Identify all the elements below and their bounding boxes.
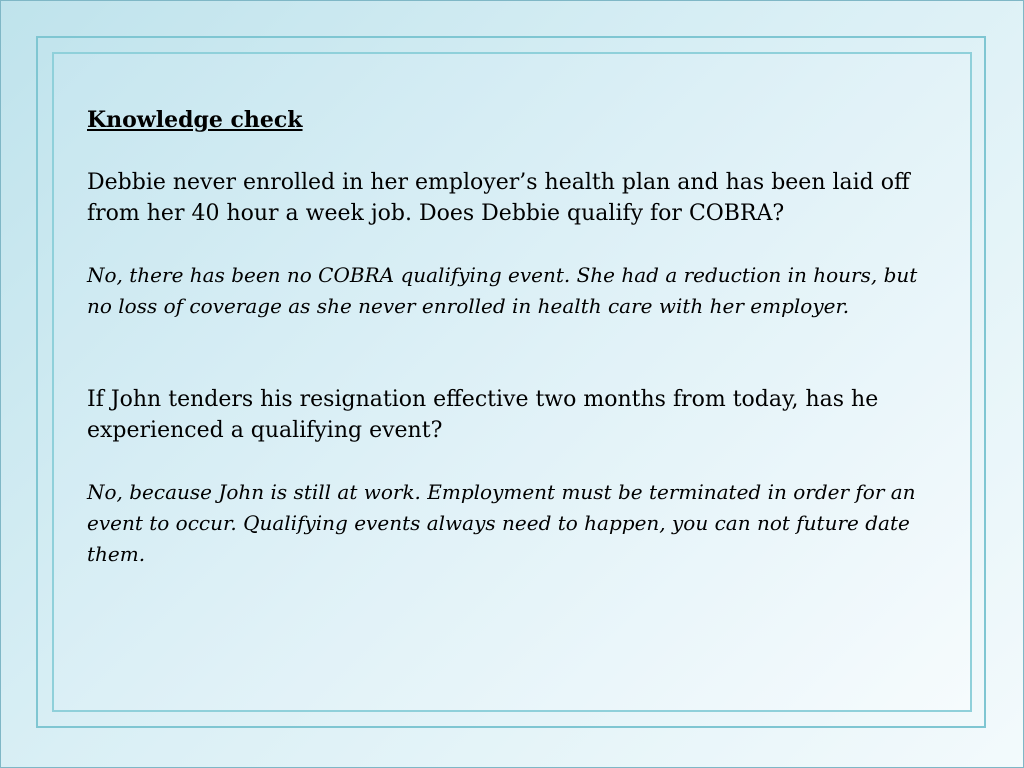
- answer-2: No, because John is still at work. Employment must be terminated in order for an event to occur. Qualifying events always need to happen, you can not future date them.: [87, 480, 916, 566]
- answer-1: No, there has been no COBRA qualifying event. She had a reduction in hours, but no loss of coverage as she never enrolled in health care with her employer.: [87, 263, 918, 318]
- question-1: Debbie never enrolled in her employer’s health plan and has been laid off from her 40 hour a week job. Does Debbie qualify for COBRA?: [87, 170, 910, 226]
- slide-content: [87, 105, 947, 570]
- question-2: If John tenders his resignation effective two months from today, has he experienced a qualifying event?: [87, 387, 879, 443]
- spacer: [87, 136, 947, 167]
- slide-heading: Knowledge check: [87, 107, 303, 133]
- spacer: [87, 322, 947, 384]
- spacer: [87, 229, 947, 260]
- spacer: [87, 446, 947, 477]
